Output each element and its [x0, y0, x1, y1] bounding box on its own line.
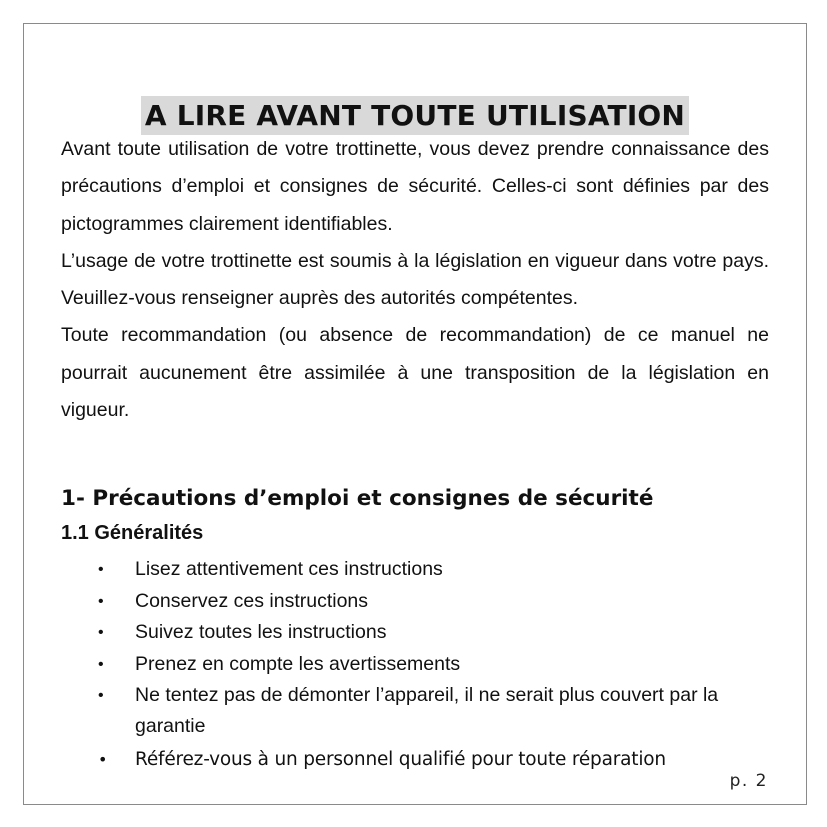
list-item	[98, 649, 778, 681]
page-number: p. 2	[729, 771, 768, 791]
list-item-text: Lisez attentivement ces instructions	[135, 558, 443, 580]
document-page	[23, 23, 807, 805]
paragraph-1: Avant toute utilisation de votre trottinette, vous devez prendre connaissance des précautions d’emploi et consignes de sécurité. Celles-ci sont définies par des pictogrammes clairement identifiables.	[61, 138, 769, 235]
bullet-icon: •	[98, 561, 104, 578]
list-item	[98, 744, 778, 776]
subsection-heading: 1.1 Généralités	[61, 522, 204, 544]
list-item-text: Conservez ces instructions	[135, 589, 369, 612]
bullet-icon: •	[98, 624, 104, 641]
list-item-text: Ne tentez pas de démonter l’appareil, il ne serait plus couvert par la garantie	[135, 684, 719, 737]
list-item	[98, 617, 778, 649]
list-item-text: Référez-vous à un personnel qualifié pour toute réparation	[135, 749, 666, 770]
list-item-text: Prenez en compte les avertissements	[135, 652, 461, 675]
section-heading: 1- Précautions d’emploi et consignes de sécurité	[61, 486, 654, 511]
list-item-text: Suivez toutes les instructions	[135, 621, 387, 643]
instructions-list	[98, 554, 778, 776]
bullet-icon: •	[98, 592, 104, 610]
bullet-icon: •	[98, 750, 108, 769]
list-item	[98, 554, 778, 586]
paragraph-2: L’usage de votre trottinette est soumis à la législation en vigueur dans votre pays. Veuillez-vous renseigner auprès des autorités compétentes.	[61, 249, 769, 310]
bullet-icon: •	[98, 655, 104, 673]
intro-text	[61, 131, 769, 429]
list-item	[98, 680, 778, 742]
page-title: A LIRE AVANT TOUTE UTILISATION	[141, 96, 689, 135]
title-wrapper	[24, 96, 806, 135]
paragraph-3: Toute recommandation (ou absence de recommandation) de ce manuel ne pourrait aucunement être assimilée à une transposition de la législation en vigueur.	[61, 324, 769, 422]
bullet-icon: •	[98, 687, 104, 704]
list-item	[98, 586, 778, 618]
